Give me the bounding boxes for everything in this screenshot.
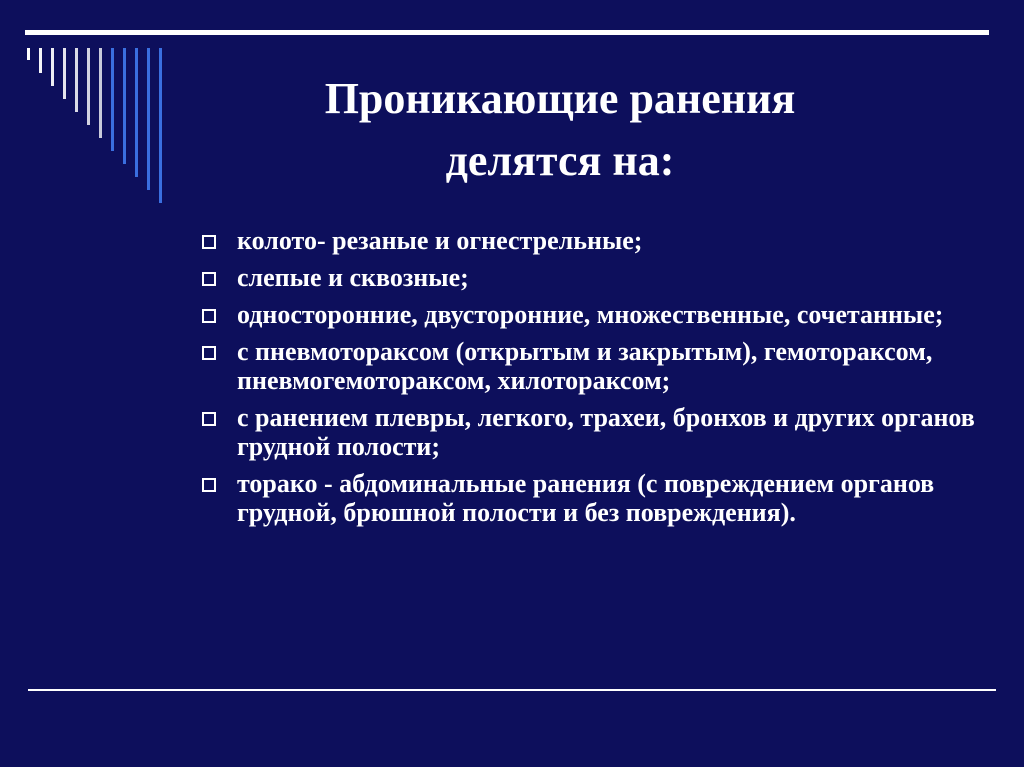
bullet-text: односторонние, двусторонние, множественные, сочетанные; xyxy=(237,300,944,329)
stripe-line xyxy=(27,48,30,60)
bullet-item xyxy=(202,469,992,527)
stripe-line xyxy=(123,48,126,164)
slide-title xyxy=(240,68,880,192)
title-line-1: Проникающие ранения xyxy=(324,74,796,123)
bullet-text: торако - абдоминальные ранения (с повреждением органов грудной, брюшной полости и без повреждения). xyxy=(237,469,935,527)
stripe-line xyxy=(51,48,54,86)
square-bullet-icon xyxy=(202,309,216,323)
bullet-item xyxy=(202,263,992,292)
bullet-item xyxy=(202,337,992,395)
stripe-line xyxy=(87,48,90,125)
title-line-2: делятся на: xyxy=(445,136,675,185)
square-bullet-icon xyxy=(202,478,216,492)
square-bullet-icon xyxy=(202,235,216,249)
bullet-text: с пневмотораксом (открытым и закрытым), гемотораксом, пневмогемотораксом, хилотораксом; xyxy=(237,337,933,395)
square-bullet-icon xyxy=(202,272,216,286)
stripe-line xyxy=(75,48,78,112)
top-divider xyxy=(25,30,989,35)
bullet-item xyxy=(202,300,992,329)
bottom-divider xyxy=(28,689,996,691)
stripe-line xyxy=(159,48,162,203)
bullet-list xyxy=(202,226,992,535)
bullet-item xyxy=(202,403,992,461)
bullet-text: слепые и сквозные; xyxy=(237,263,469,292)
square-bullet-icon xyxy=(202,346,216,360)
stripe-line xyxy=(63,48,66,99)
bullet-text: с ранением плевры, легкого, трахеи, бронхов и других органов грудной полости; xyxy=(237,403,975,461)
stripe-line xyxy=(99,48,102,138)
bullet-item xyxy=(202,226,992,255)
stripe-line xyxy=(147,48,150,190)
square-bullet-icon xyxy=(202,412,216,426)
bullet-text: колото- резаные и огнестрельные; xyxy=(237,226,643,255)
stripe-line xyxy=(135,48,138,177)
stripe-line xyxy=(39,48,42,73)
stripe-line xyxy=(111,48,114,151)
